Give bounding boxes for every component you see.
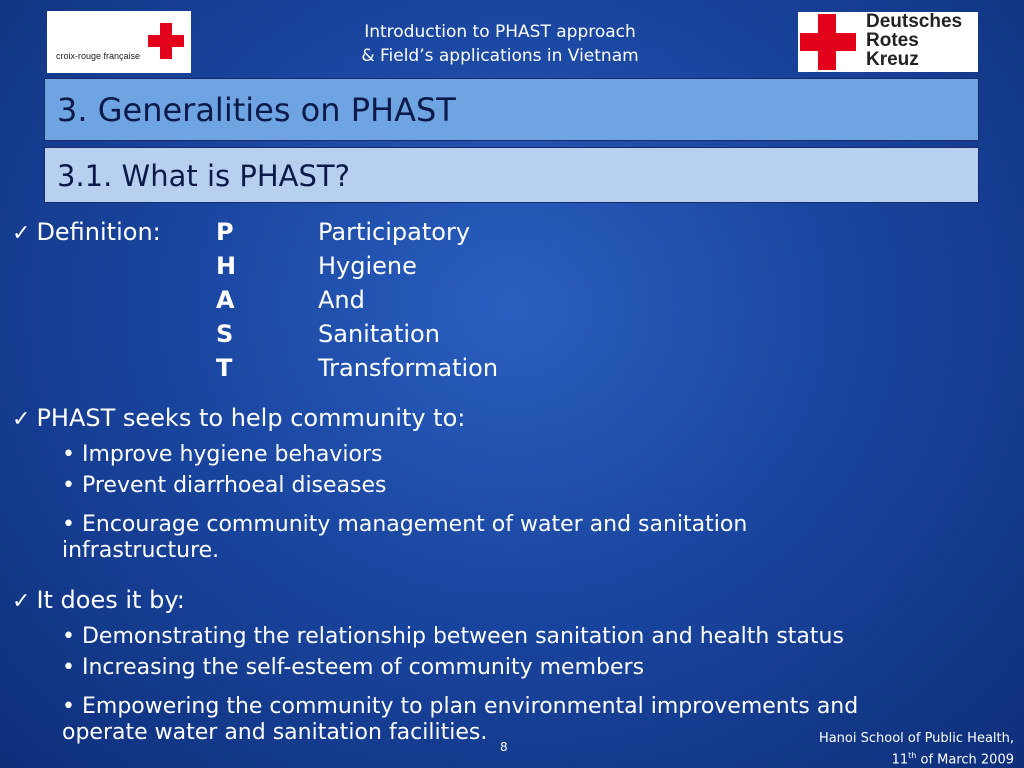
bullet-icon: • [62,442,82,467]
list-item-continuation: operate water and sanitation facilities. [62,720,488,745]
footer-credit [819,730,1014,768]
list-item: • Empowering the community to plan environmental improvements and [62,694,859,719]
definition-label: Definition: [36,218,161,246]
drk-logo-line2: Rotes [866,30,919,51]
list-item: • Improve hygiene behaviors [62,442,383,467]
red-cross-icon-bar [148,35,184,47]
croix-rouge-logo [47,11,191,73]
acronym-letter-p: P [216,218,234,246]
slide-subtitle: 3.1. What is PHAST? [44,147,979,203]
footer-date: 11th of March 2009 [891,751,1014,768]
presentation-title-line1: Introduction to PHAST approach [364,22,636,42]
drk-logo [798,12,978,72]
bullet-icon: • [62,694,82,719]
bullet-icon: • [62,473,82,498]
list-item: • Encourage community management of water and sanitation [62,512,748,537]
drk-logo-line3: Kreuz [866,49,919,70]
bullet-icon: • [62,655,82,680]
red-cross-icon-bar [800,33,856,51]
check-icon: ✓ [12,589,31,614]
does-heading: It does it by: [36,586,185,614]
drk-logo-line1: Deutsches [866,11,963,32]
croix-rouge-logo-text: croix-rouge française [56,51,141,61]
seeks-heading-row [12,404,465,432]
footer-org: Hanoi School of Public Health, [818,731,1014,746]
does-heading-row [12,586,185,614]
acronym-letter-h: H [216,252,237,280]
list-item-continuation: infrastructure. [62,538,220,563]
acronym-word-p: Participatory [318,218,471,246]
list-item: • Demonstrating the relationship between sanitation and health status [62,624,844,649]
presentation-title-line2: & Field’s applications in Vietnam [361,46,639,66]
definition-label-row [12,218,161,246]
bullet-icon: • [62,624,82,649]
drk-logo-text [866,12,962,69]
seeks-heading: PHAST seeks to help community to: [36,404,466,432]
acronym-word-s: Sanitation [318,320,440,348]
acronym-word-t: Transformation [318,354,499,382]
list-item: • Prevent diarrhoeal diseases [62,473,387,498]
acronym-letter-t: T [216,354,233,382]
acronym-letter-a: A [216,286,235,314]
acronym-word-a: And [318,286,365,314]
acronym-word-h: Hygiene [318,252,417,280]
acronym-letter-s: S [216,320,234,348]
check-icon: ✓ [12,407,31,432]
page-number: 8 [500,740,508,754]
check-icon: ✓ [12,221,31,246]
bullet-icon: • [62,512,82,537]
presentation-title [300,20,700,68]
list-item: • Increasing the self-esteem of community members [62,655,645,680]
slide-title: 3. Generalities on PHAST [44,78,979,141]
